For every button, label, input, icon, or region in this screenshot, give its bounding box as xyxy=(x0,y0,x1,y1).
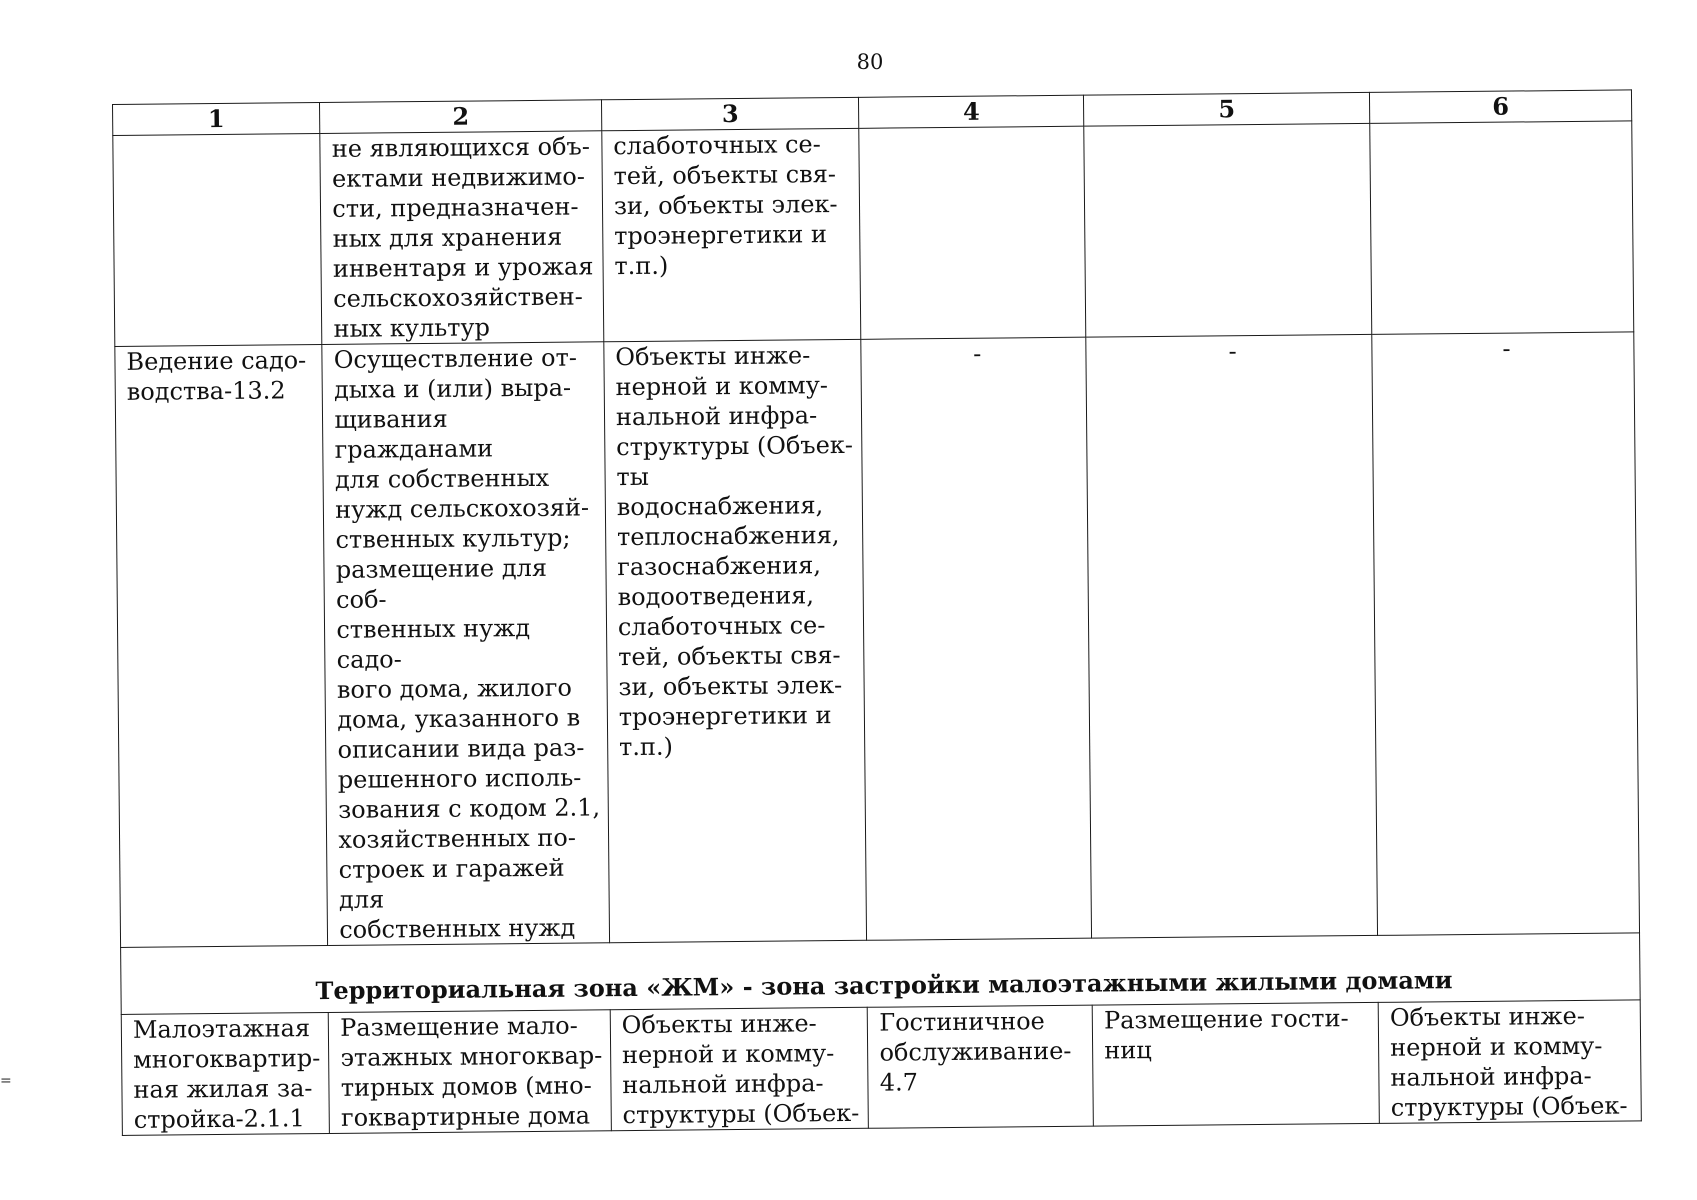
table-cell xyxy=(1084,123,1372,337)
table-cell: Размещение мало- этажных многоквар- тирных домов (мно- гоквартирные дома xyxy=(329,1010,612,1134)
margin-mark: = xyxy=(0,1073,12,1089)
page-number: 80 xyxy=(856,50,884,74)
table-row xyxy=(115,332,1640,948)
table-cell xyxy=(1370,121,1634,335)
table-cell: Ведение садо- водства-13.2 xyxy=(115,344,328,947)
table-cell: - xyxy=(1086,334,1378,938)
land-use-table xyxy=(112,89,1642,1136)
header-col-1: 1 xyxy=(113,103,321,136)
zone-title: Территориальная зона «ЖМ» - зона застройки малоэтажными жилыми домами xyxy=(121,933,1641,1015)
header-col-6: 6 xyxy=(1370,90,1632,124)
table-cell xyxy=(859,126,1086,339)
header-col-4: 4 xyxy=(859,95,1084,128)
table-cell: слаботочных се- тей, объекты свя- зи, объекты элек- троэнергетики и т.п.) xyxy=(602,128,862,341)
table-cell: Объекты инже- нерной и комму- нальной инфра- структуры (Объек- xyxy=(1378,1000,1641,1124)
table-cell: Объекты инже- нерной и комму- нальной инфра- структуры (Объек- ты водоснабжения, теплоснабжения, газоснабжения, водоотведения, слаботочных се- тей, объекты свя- зи, объекты элек- троэнергетики и т.п.) xyxy=(604,339,867,942)
table-cell: не являющихся объ- ектами недвижимо- сти, предназначен- ных для хранения инвентаря и урожая сельскохозяйствен- ных культур xyxy=(320,131,604,345)
table-cell: Гостиничное обслуживание- 4.7 xyxy=(868,1005,1094,1128)
table-cell: Объекты инже- нерной и комму- нальной инфра- структуры (Объек- xyxy=(610,1007,869,1130)
table-row xyxy=(121,1000,1641,1136)
header-col-5: 5 xyxy=(1084,92,1370,126)
table-cell: - xyxy=(861,337,1092,940)
table-cell: Малоэтажная многоквартир- ная жилая за- стройка-2.1.1 xyxy=(121,1012,329,1135)
table-cell: Осуществление от- дыха и (или) выра- щивания гражданами для собственных нужд сельскохозяй- ственных культур; размещение для соб- ственных нужд садо- вого дома, жилого дома, указанного в описании вида раз- решенного исполь- зования с кодом 2.1, хозяйственных по- строек и гаражей для собственных нужд xyxy=(322,342,609,946)
table-cell xyxy=(113,134,322,347)
document-sheet xyxy=(112,89,1642,1136)
table-cell: Размещение гости- ниц xyxy=(1092,1002,1379,1126)
table-row xyxy=(113,121,1634,347)
header-col-2: 2 xyxy=(320,100,602,134)
table-cell: - xyxy=(1372,332,1640,935)
header-col-3: 3 xyxy=(601,97,859,130)
